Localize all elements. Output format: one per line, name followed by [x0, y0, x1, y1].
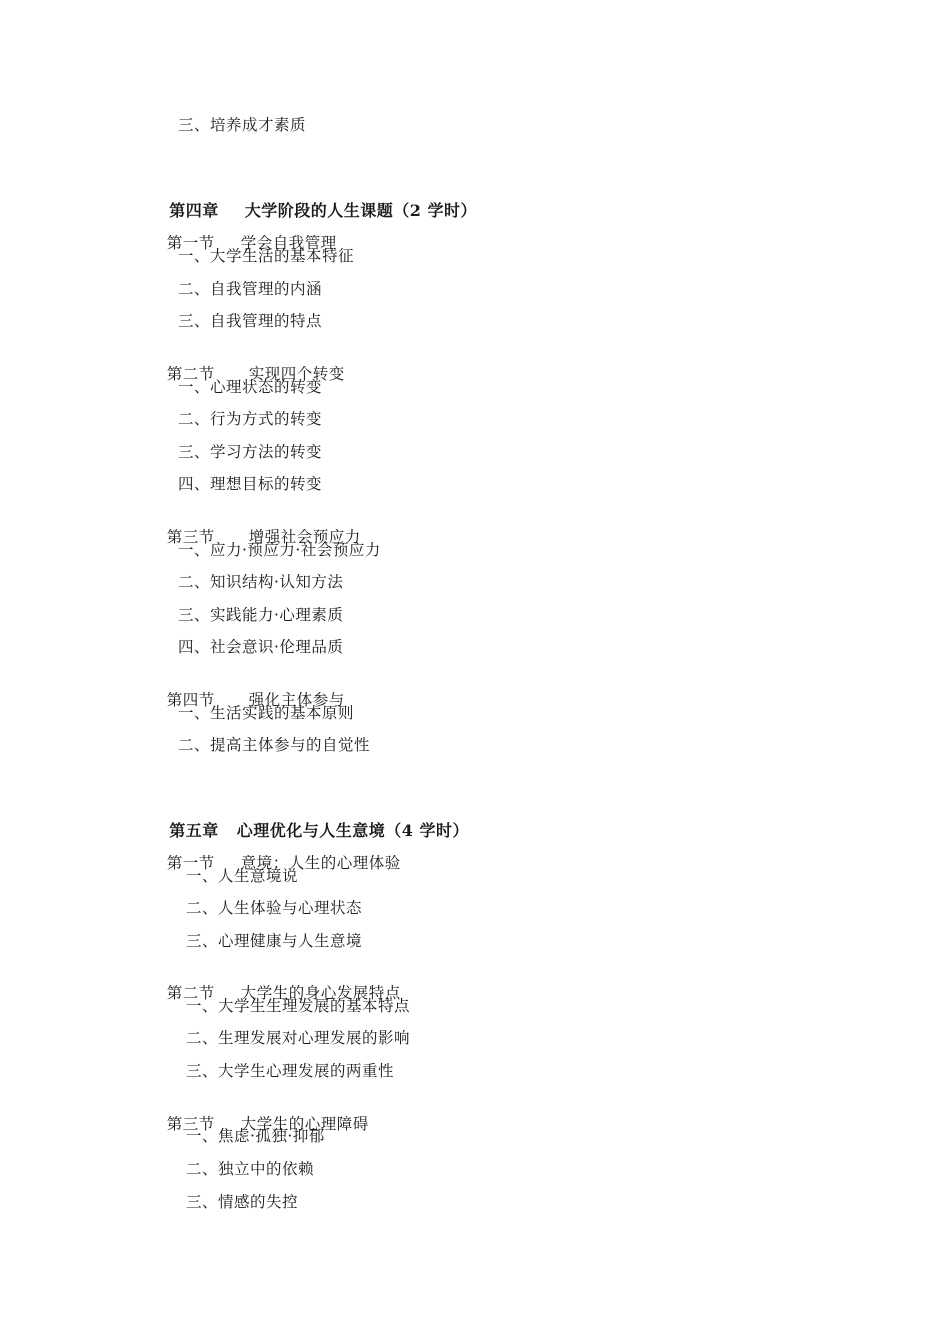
list-item: 三、情感的失控: [186, 1193, 299, 1211]
section-number: 第四节: [166, 691, 215, 709]
list-item: 三、培养成才素质: [178, 116, 307, 134]
chapter-number: 第四章: [169, 201, 219, 220]
chapter-title: 心理优化与人生意境（4 学时）: [236, 821, 470, 840]
list-item: 一、应力·预应力·社会预应力: [178, 541, 381, 559]
section-title: 增强社会预应力: [248, 528, 361, 546]
section-title: 大学生的心理障碍: [240, 1115, 369, 1133]
list-item: 一、人生意境说: [186, 867, 299, 885]
list-item: 二、生理发展对心理发展的影响: [186, 1029, 411, 1047]
list-item: 二、人生体验与心理状态: [186, 899, 363, 917]
list-item: 三、学习方法的转变: [178, 443, 323, 461]
list-item: 三、心理健康与人生意境: [186, 932, 363, 950]
list-item: 一、大学生活的基本特征: [178, 247, 355, 265]
list-item: 二、提高主体参与的自觉性: [178, 736, 371, 754]
list-item: 一、生活实践的基本原则: [178, 704, 355, 722]
chapter-title: 大学阶段的人生课题（2 学时）: [244, 201, 478, 220]
list-item: 一、心理状态的转变: [178, 378, 323, 396]
list-item: 三、实践能力·心理素质: [178, 606, 344, 624]
list-item: 二、自我管理的内涵: [178, 280, 323, 298]
section-number: 第二节: [166, 365, 215, 383]
list-item: 二、独立中的依赖: [186, 1160, 315, 1178]
section-number: 第一节: [166, 234, 215, 252]
section-number: 第三节: [166, 1115, 215, 1133]
section-title: 学会自我管理: [240, 234, 337, 252]
section-number: 第三节: [166, 528, 215, 546]
list-item: 三、自我管理的特点: [178, 312, 323, 330]
list-item: 二、知识结构·认知方法: [178, 573, 344, 591]
list-item: 一、大学生生理发展的基本特点: [186, 997, 411, 1015]
section-title: 强化主体参与: [248, 691, 345, 709]
list-item: 三、大学生心理发展的两重性: [186, 1062, 395, 1080]
list-item: 四、社会意识·伦理品质: [178, 638, 344, 656]
chapter-number: 第五章: [169, 821, 219, 840]
section-title: 实现四个转变: [248, 365, 345, 383]
list-item: 二、行为方式的转变: [178, 410, 323, 428]
section-number: 第二节: [166, 984, 215, 1002]
list-item: 四、理想目标的转变: [178, 475, 323, 493]
section-title: 意境：人生的心理体验: [240, 854, 401, 872]
section-number: 第一节: [166, 854, 215, 872]
section-title: 大学生的身心发展特点: [240, 984, 401, 1002]
list-item: 一、焦虑·孤独·抑郁: [186, 1127, 325, 1145]
